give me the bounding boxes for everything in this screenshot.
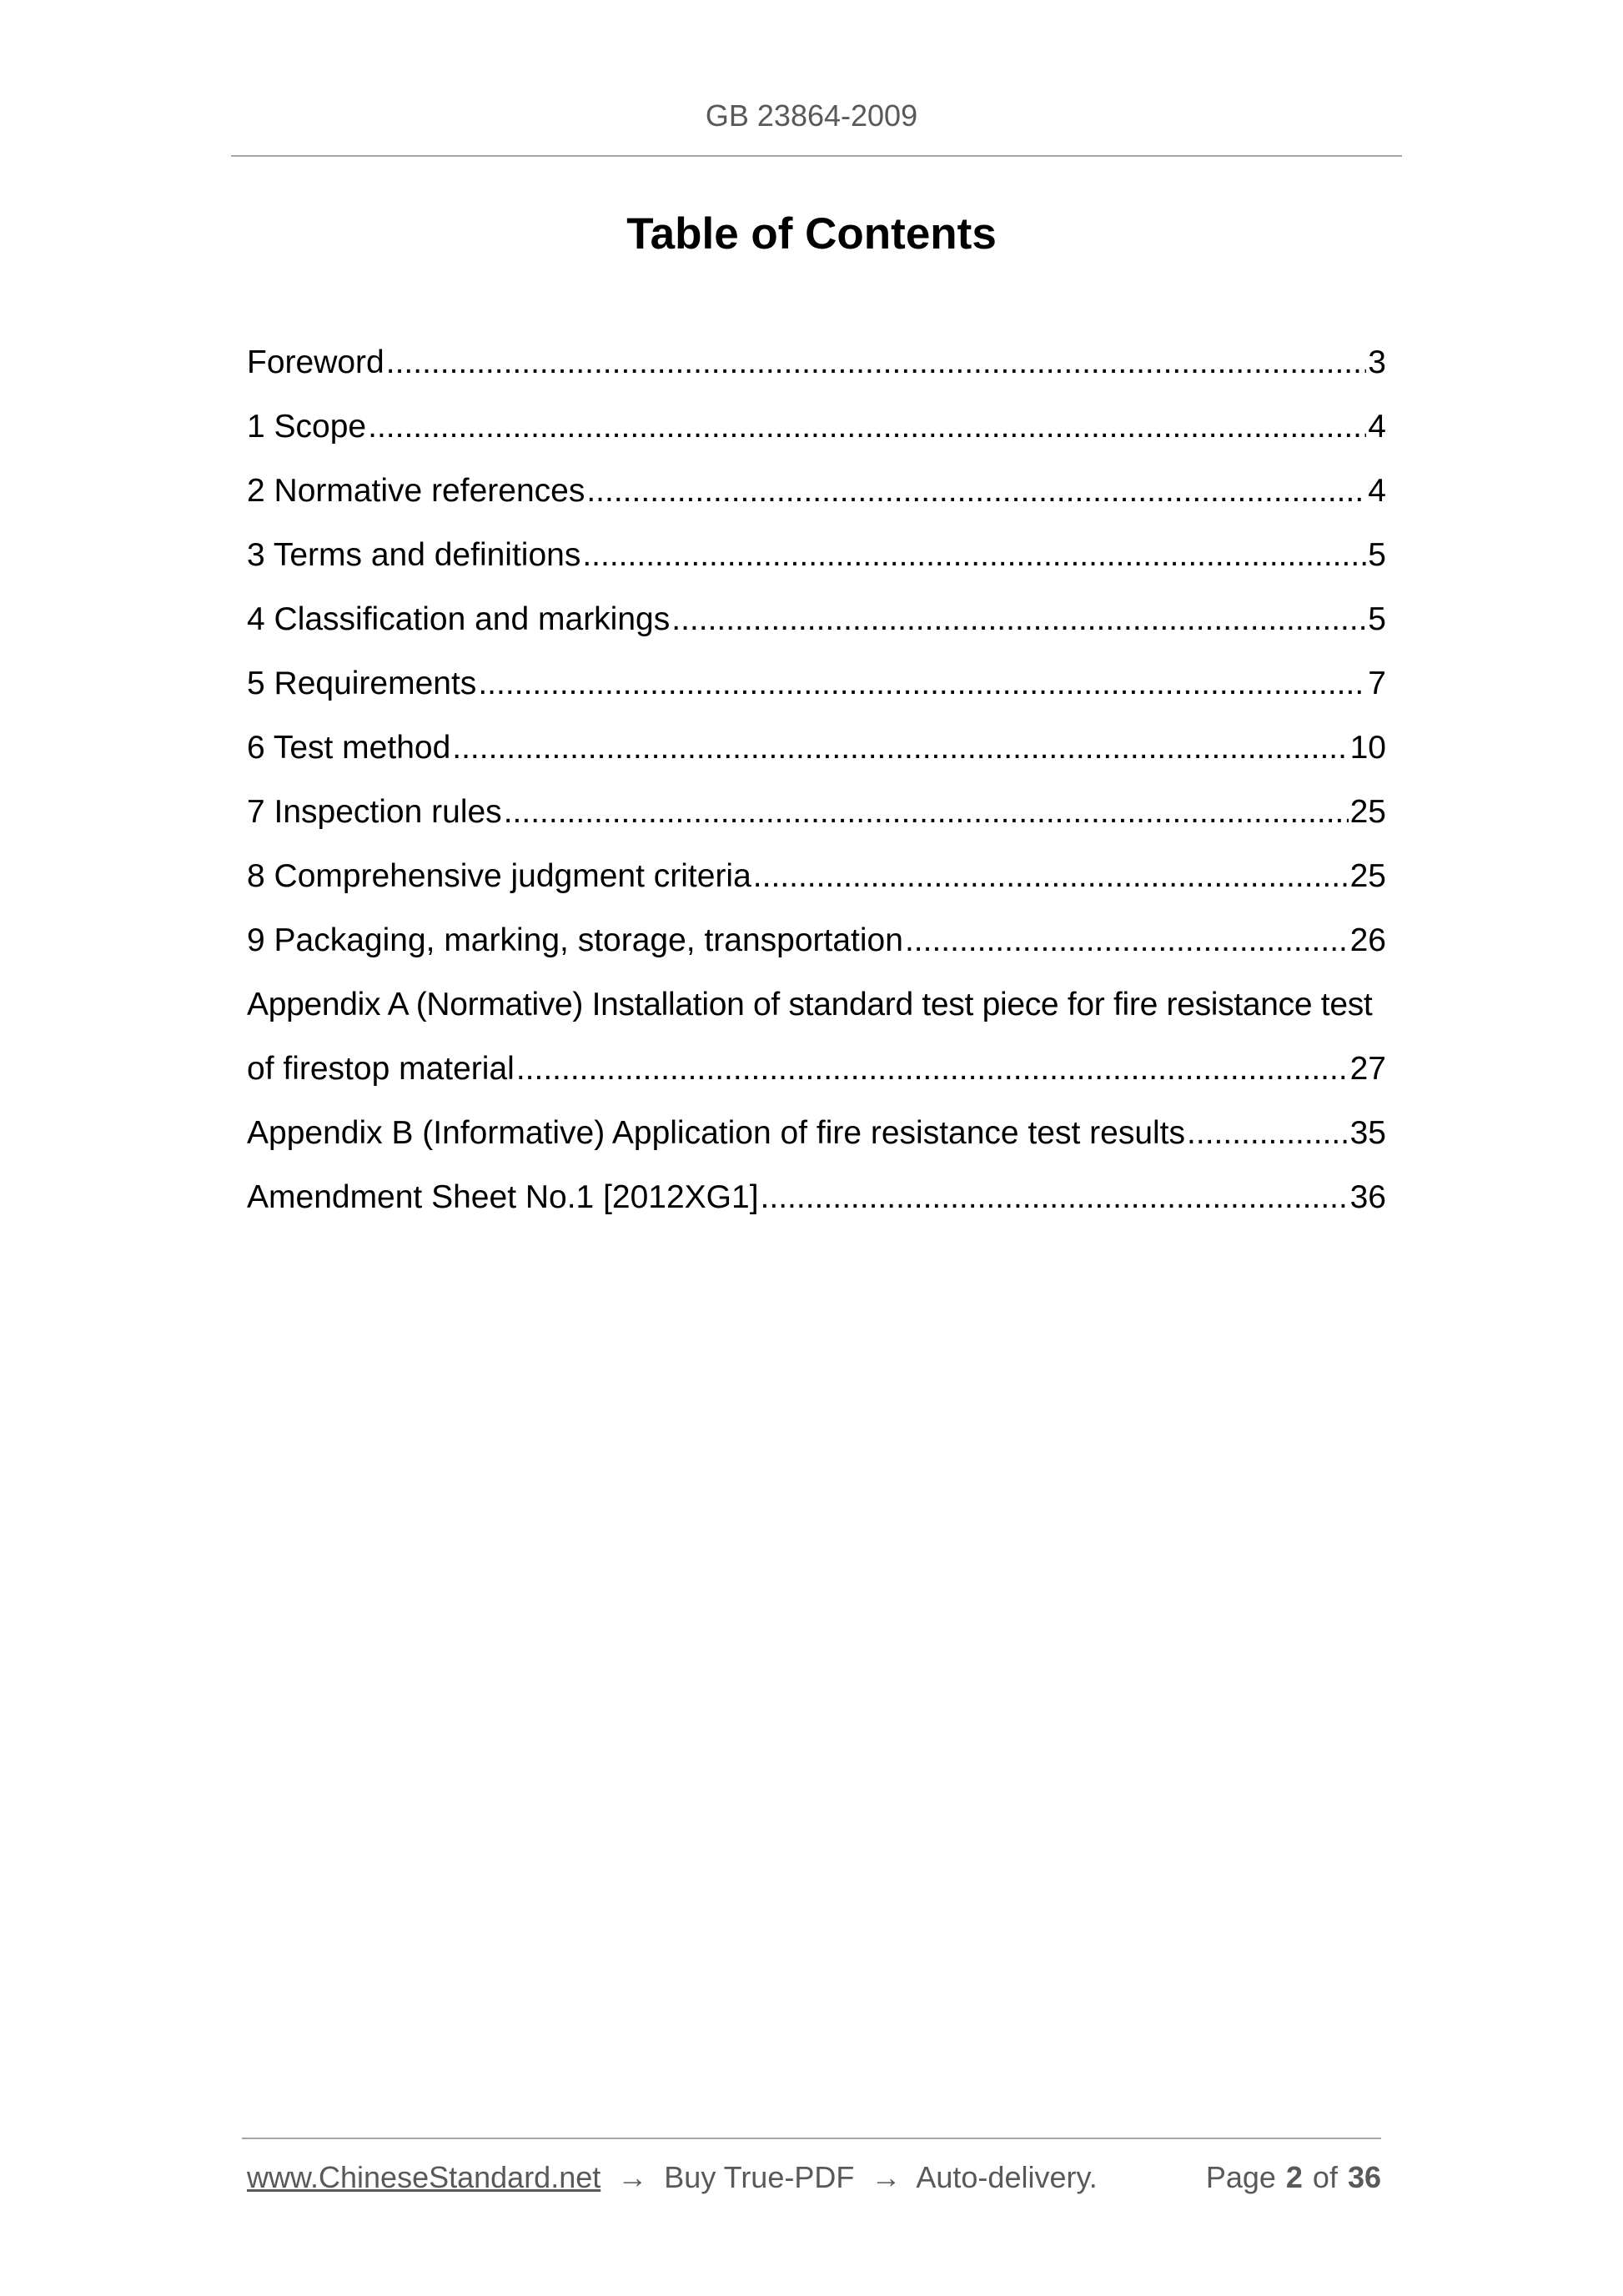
toc-entry-appendix-a[interactable] [247, 1037, 1386, 1101]
toc-entry-scope[interactable] [247, 394, 1386, 459]
toc-entry-comprehensive-judgment-criteria[interactable] [247, 844, 1386, 908]
toc-entry-packaging[interactable] [247, 908, 1386, 972]
page-footer [247, 2160, 1381, 2195]
right-arrow-icon: → [617, 2160, 648, 2194]
toc-entry-label: 3 Terms and definitions [247, 537, 581, 573]
document-id-header: GB 23864-2009 [705, 98, 918, 133]
toc-entry-label: 1 Scope [247, 409, 367, 445]
toc-dot-leader [761, 1165, 1349, 1229]
toc-entry-appendix-b[interactable] [247, 1101, 1386, 1165]
toc-entry-requirements[interactable] [247, 651, 1386, 716]
toc-entry-amendment-sheet[interactable] [247, 1165, 1386, 1229]
toc-dot-leader [504, 780, 1349, 844]
page-indicator [1206, 2160, 1381, 2195]
toc-entry-label: Foreword [247, 344, 384, 380]
footer-delivery-text: Auto-delivery. [916, 2160, 1098, 2194]
toc-page-number: 10 [1349, 730, 1386, 766]
toc-entry-label: Appendix A (Normative) Installation of standard test piece for fire resistance test [247, 987, 1373, 1022]
toc-entry-label: of firestop material [247, 1051, 515, 1087]
toc-entry-label: 5 Requirements [247, 666, 477, 701]
toc-entry-label: 7 Inspection rules [247, 794, 502, 830]
toc-dot-leader [1187, 1101, 1349, 1165]
toc-entry-appendix-a-line1[interactable] [247, 972, 1386, 1037]
footer-divider [242, 2138, 1381, 2139]
footer-promo [247, 2160, 1098, 2195]
toc-page-number: 25 [1349, 794, 1386, 830]
toc-page-number: 3 [1368, 344, 1386, 380]
toc-dot-leader [582, 523, 1366, 587]
toc-entry-terms-and-definitions[interactable] [247, 523, 1386, 587]
toc-page-number: 27 [1349, 1051, 1386, 1087]
toc-entry-label: 2 Normative references [247, 473, 585, 509]
toc-dot-leader [452, 716, 1348, 780]
toc-page-number: 5 [1368, 537, 1386, 573]
toc-entry-label: 9 Packaging, marking, storage, transportation [247, 922, 903, 958]
toc-page-number: 7 [1368, 666, 1386, 701]
toc-page-number: 4 [1368, 473, 1386, 509]
toc-entry-label: Amendment Sheet No.1 [2012XG1] [247, 1179, 759, 1215]
toc-dot-leader [671, 587, 1366, 651]
toc-page-number: 35 [1349, 1115, 1386, 1151]
right-arrow-icon: → [871, 2160, 902, 2194]
total-page-count: 36 [1347, 2160, 1381, 2194]
toc-entry-label: 4 Classification and markings [247, 601, 671, 637]
toc-dot-leader [386, 330, 1367, 394]
toc-page-number: 25 [1349, 858, 1386, 894]
toc-dot-leader [516, 1037, 1349, 1101]
of-word: of [1312, 2160, 1338, 2194]
header-divider [231, 155, 1402, 157]
toc-page-number: 4 [1368, 409, 1386, 445]
toc-page-number: 36 [1349, 1179, 1386, 1215]
toc-page-number: 26 [1349, 922, 1386, 958]
toc-dot-leader [478, 651, 1366, 716]
toc-dot-leader [586, 459, 1366, 523]
website-link[interactable]: www.ChineseStandard.net [247, 2160, 601, 2194]
toc-entry-inspection-rules[interactable] [247, 780, 1386, 844]
toc-entry-foreword[interactable] [247, 330, 1386, 394]
toc-entry-normative-references[interactable] [247, 459, 1386, 523]
page-title: Table of Contents [626, 209, 997, 259]
toc-entry-label: 6 Test method [247, 730, 451, 766]
toc-dot-leader [753, 844, 1349, 908]
footer-buy-text: Buy True-PDF [664, 2160, 855, 2194]
toc-entry-classification-and-markings[interactable] [247, 587, 1386, 651]
page-word: Page [1205, 2160, 1276, 2194]
toc-dot-leader [905, 908, 1349, 972]
toc-entry-test-method[interactable] [247, 716, 1386, 780]
toc-entry-label: 8 Comprehensive judgment criteria [247, 858, 751, 894]
toc-page-number: 5 [1368, 601, 1386, 637]
toc-dot-leader [368, 394, 1366, 459]
table-of-contents [247, 330, 1386, 1229]
current-page-number: 2 [1285, 2160, 1303, 2194]
toc-entry-label: Appendix B (Informative) Application of fire resistance test results [247, 1115, 1186, 1151]
